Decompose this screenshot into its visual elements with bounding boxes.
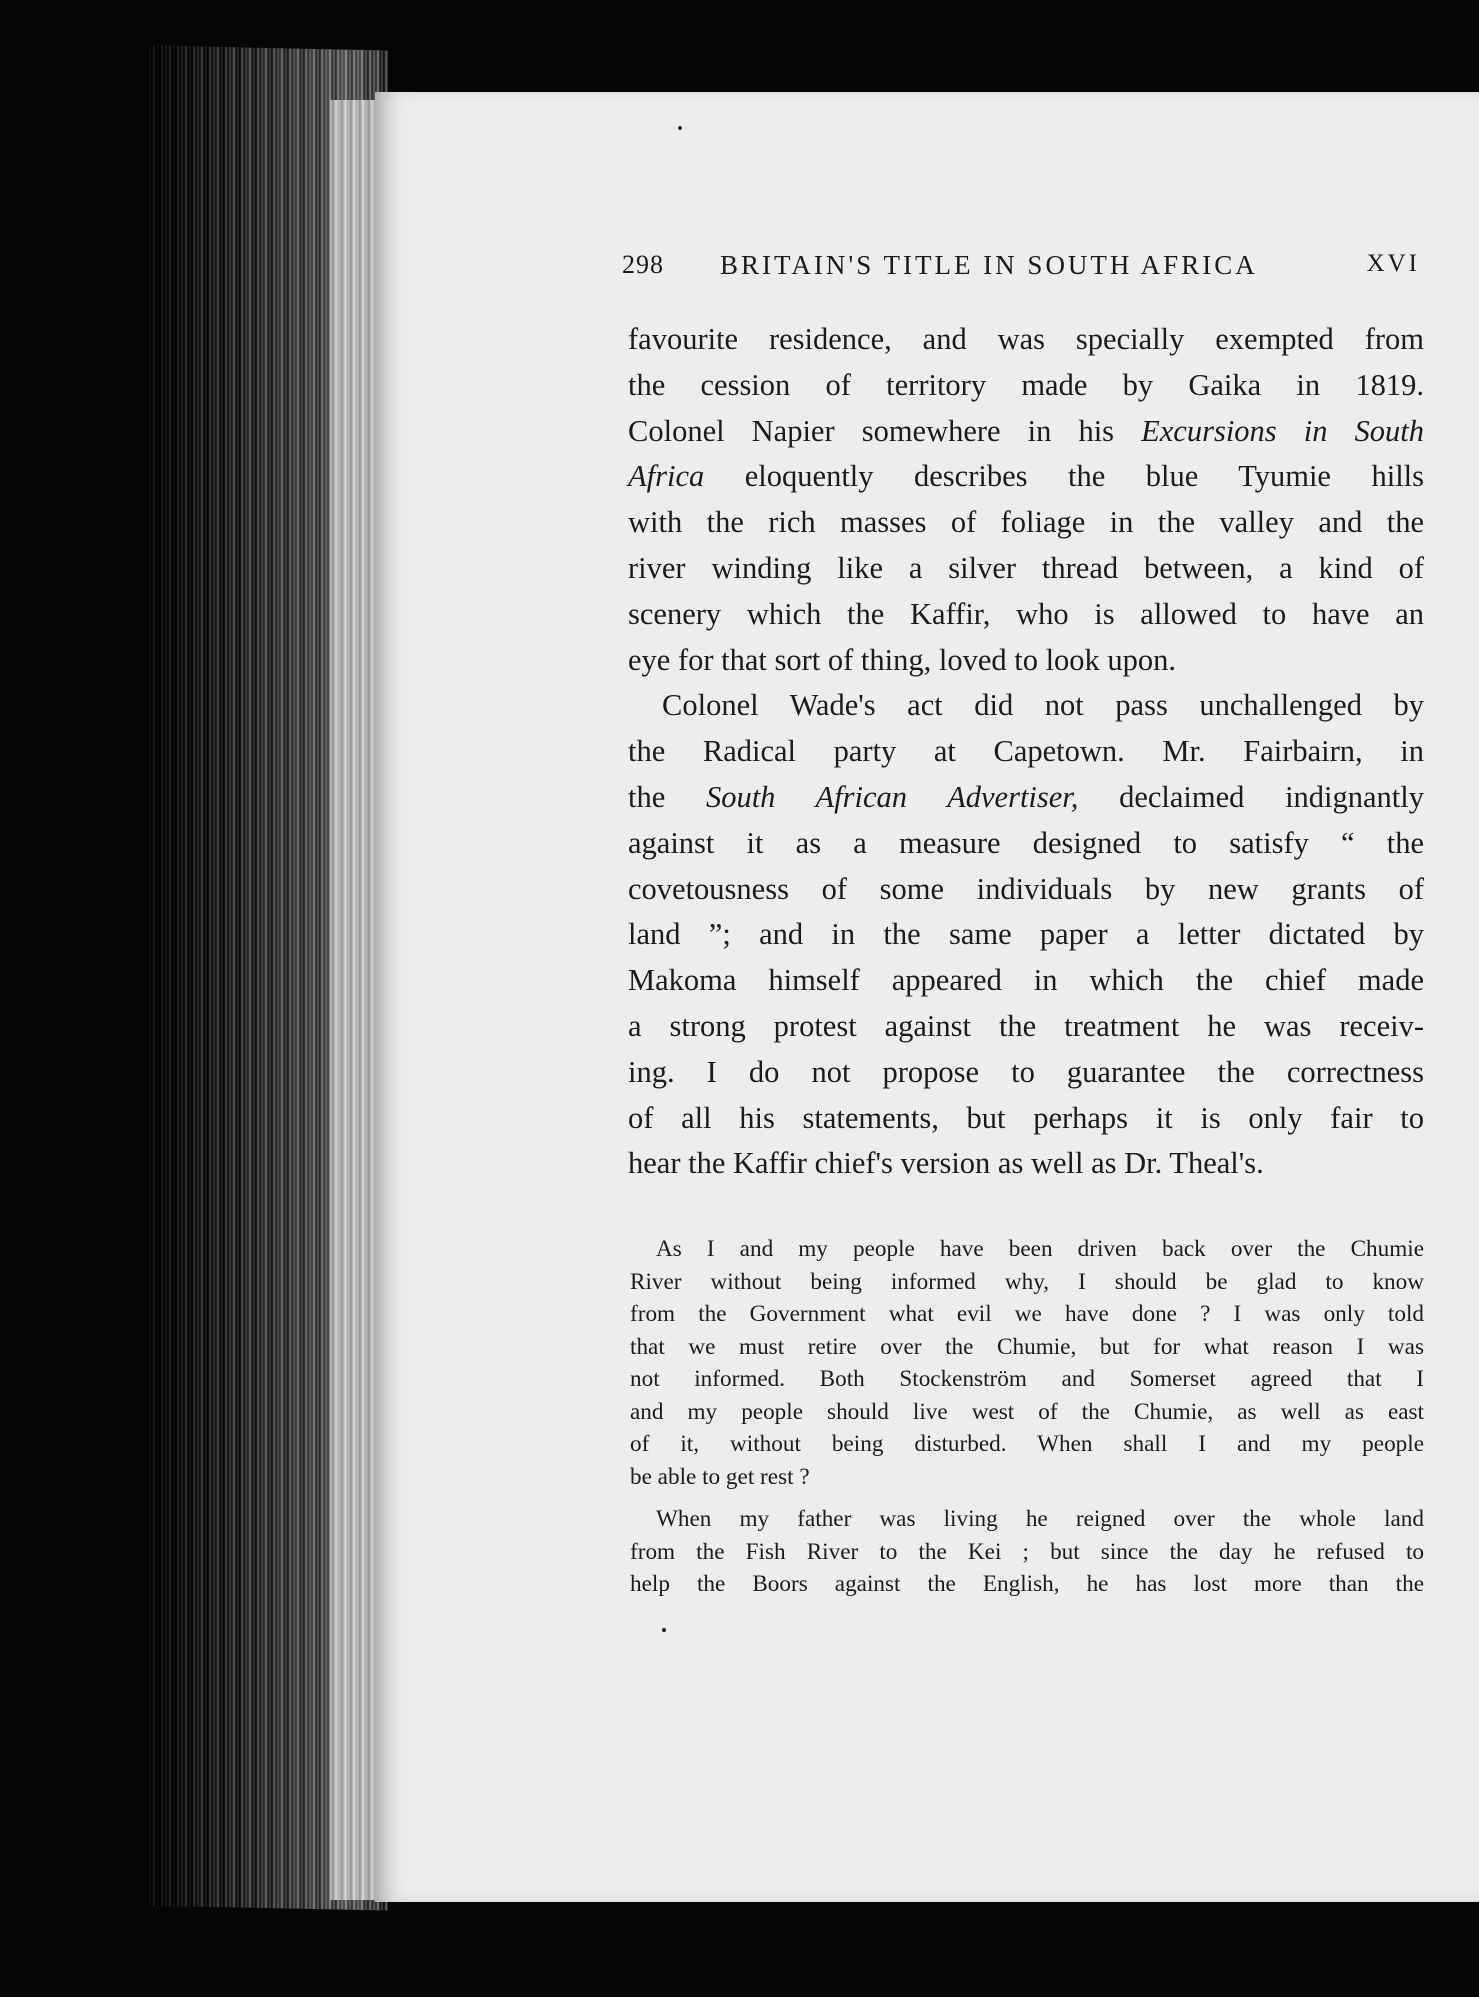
quote-line: When my father was living he reigned over the whole land xyxy=(656,1506,1424,1532)
quote-line: River without being informed why, I should be glad to know xyxy=(630,1268,1424,1295)
text-line: favourite residence, and was specially exempted from xyxy=(628,322,1424,356)
quote-line: help the Boors against the English, he has lost more than the xyxy=(630,1571,1424,1597)
speck xyxy=(678,126,682,130)
running-title: BRITAIN'S TITLE IN SOUTH AFRICA xyxy=(720,250,1258,280)
text-line: the South African Advertiser, declaimed indignantly xyxy=(628,779,1425,814)
text-line: a strong protest against the treatment he was receiv- xyxy=(628,1008,1424,1043)
book-title-italic: Africa xyxy=(628,459,705,494)
quote-line: from the Government what evil we have done ? I was only told xyxy=(630,1301,1424,1327)
quote-line: As I and my people have been driven back over the Chumie xyxy=(656,1236,1424,1262)
speck xyxy=(662,1628,666,1632)
quote-line: that we must retire over the Chumie, but for what reason I was xyxy=(630,1333,1424,1360)
text-line: scenery which the Kaffir, who is allowed to have an xyxy=(628,596,1424,631)
page-number: 298 xyxy=(622,250,664,279)
text-line: Africa eloquently describes the blue Tyumie hills xyxy=(628,459,1425,494)
text-line: of all his statements, but perhaps it is only fair to xyxy=(628,1100,1424,1135)
quote-line: and my people should live west of the Chumie, as well as east xyxy=(630,1398,1424,1425)
text-line: covetousness of some individuals by new grants of xyxy=(628,871,1424,906)
text-line: with the rich masses of foliage in the valley and the xyxy=(628,505,1424,540)
text-line: Colonel Napier somewhere in his Excursions in South xyxy=(628,413,1424,448)
text-line: Makoma himself appeared in which the chief made xyxy=(628,963,1424,998)
page-header xyxy=(622,250,1420,290)
text-line: Colonel Wade's act did not pass unchallenged by xyxy=(662,688,1424,723)
quote-line: not informed. Both Stockenström and Somerset agreed that I xyxy=(630,1366,1424,1392)
text-line: land ”; and in the same paper a letter dictated by xyxy=(628,917,1424,952)
text-line: hear the Kaffir chief's version as well as Dr. Theal's. xyxy=(628,1146,1264,1181)
newspaper-title-italic: South African Advertiser, xyxy=(705,779,1079,814)
quote-line: from the Fish River to the Kei ; but since the day he refused to xyxy=(630,1538,1424,1565)
text-line: the Radical party at Capetown. Mr. Fairbairn, in xyxy=(628,734,1424,769)
quote-line: be able to get rest ? xyxy=(630,1463,810,1490)
text-line: the cession of territory made by Gaika in 1819. xyxy=(628,367,1424,402)
body-text xyxy=(628,317,1424,1187)
chapter-number: XVI xyxy=(1366,250,1420,277)
text-line: eye for that sort of thing, loved to look upon. xyxy=(628,642,1177,677)
block-quote xyxy=(630,1233,1424,1601)
text-line: ing. I do not propose to guarantee the correctness xyxy=(628,1054,1424,1089)
book-page-rim xyxy=(330,100,380,1900)
quote-line: of it, without being disturbed. When shall I and my people xyxy=(630,1431,1424,1457)
book-title-italic: Excursions in South xyxy=(1141,413,1424,448)
text-line: river winding like a silver thread between, a kind of xyxy=(628,550,1424,585)
text-line: against it as a measure designed to satisfy “ the xyxy=(628,825,1424,860)
